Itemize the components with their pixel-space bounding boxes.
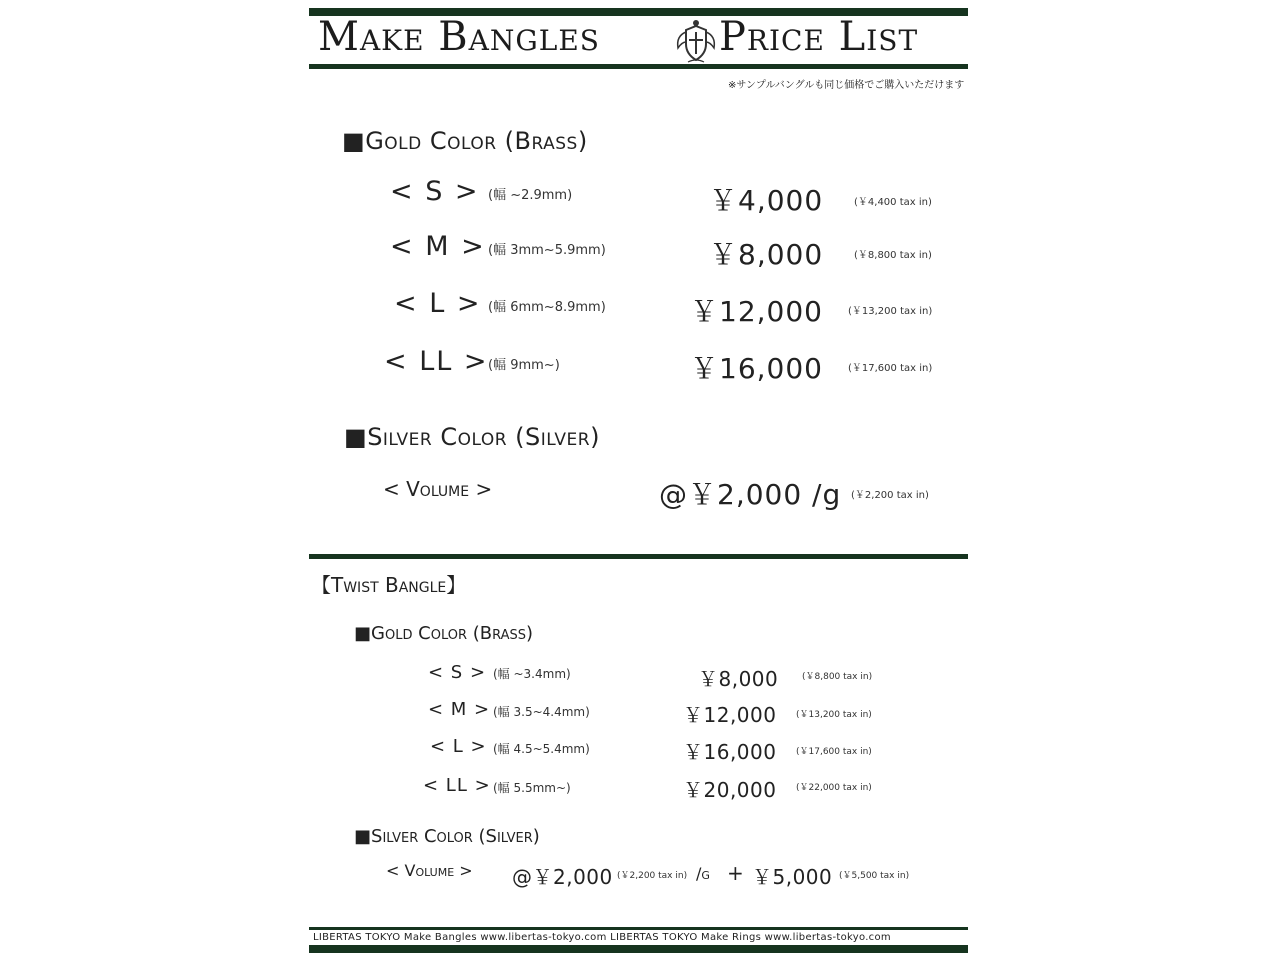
width-m: (幅 3mm~5.9mm) [488, 243, 606, 258]
tax-m: (￥8,800 tax in) [854, 250, 932, 261]
volume-tax: (￥2,200 tax in) [851, 490, 929, 501]
size-label-l: < L > [394, 288, 482, 319]
price-l: ￥12,000 [690, 295, 823, 328]
price-m: ￥8,000 [709, 238, 824, 271]
size-label-m: < M > [390, 231, 486, 262]
silver-section-heading [344, 423, 600, 451]
silver-heading-text: Silver Color (Silver) [367, 423, 600, 451]
twist-width-s: (幅 ~3.4mm) [493, 667, 571, 681]
twist-price-l: ￥16,000 [683, 740, 777, 764]
twist-tax-m: (￥13,200 tax in) [796, 710, 872, 720]
width-l: (幅 6mm~8.9mm) [488, 300, 606, 315]
twist-volume-price-a: @￥2,000 [512, 865, 613, 889]
header-underline-bar [309, 64, 968, 69]
size-label-ll: < LL > [384, 346, 489, 377]
twist-price-ll: ￥20,000 [683, 778, 777, 802]
twist-tax-l: (￥17,600 tax in) [796, 747, 872, 757]
twist-volume-label: < Volume > [386, 861, 473, 880]
price-s: ￥4,000 [709, 184, 824, 217]
volume-price: @￥2,000 /g [659, 478, 842, 511]
volume-label: < Volume > [383, 477, 493, 501]
gold-heading-text: Gold Color (Brass) [365, 127, 588, 155]
title-right: Price List [719, 14, 919, 60]
tax-s: (￥4,400 tax in) [854, 197, 932, 208]
section-divider-bar [309, 554, 968, 559]
width-s: (幅 ~2.9mm) [488, 188, 573, 203]
twist-volume-unit: /g [696, 864, 710, 883]
twist-tax-ll: (￥22,000 tax in) [796, 783, 872, 793]
square-bullet-icon: ■ [354, 826, 372, 847]
twist-tax-s: (￥8,800 tax in) [802, 672, 873, 682]
twist-volume-row [386, 861, 473, 880]
footer-text: LIBERTAS TOKYO Make Bangles www.libertas-tokyo.com LIBERTAS TOKYO Make Rings www.libertas-tokyo.com [313, 932, 891, 943]
price-list-sheet [309, 0, 968, 960]
twist-size-label-s: < S > [428, 662, 487, 683]
twist-width-ll: (幅 5.5mm~) [493, 781, 571, 795]
footer-bottom-bar [309, 945, 968, 953]
twist-volume-tax-b: (￥5,500 tax in) [839, 871, 910, 881]
footer-top-bar [309, 927, 968, 930]
tax-l: (￥13,200 tax in) [848, 306, 933, 317]
twist-width-m: (幅 3.5~4.4mm) [493, 705, 590, 719]
square-bullet-icon: ■ [342, 127, 366, 155]
twist-gold-heading-text: Gold Color (Brass) [371, 623, 534, 644]
twist-volume-plus: + [727, 861, 745, 885]
twist-price-m: ￥12,000 [683, 703, 777, 727]
twist-bangle-heading: 【Twist Bangle】 [311, 573, 467, 597]
price-ll: ￥16,000 [690, 352, 823, 385]
twist-gold-heading [354, 623, 533, 644]
twist-size-label-l: < L > [430, 736, 487, 757]
twist-price-s: ￥8,000 [698, 667, 779, 691]
square-bullet-icon: ■ [354, 623, 372, 644]
twist-size-label-m: < M > [428, 699, 491, 720]
twist-volume-tax-a: (￥2,200 tax in) [617, 871, 688, 881]
square-bullet-icon: ■ [344, 423, 368, 451]
twist-silver-heading [354, 826, 540, 847]
title-left: Make Bangles [318, 14, 600, 60]
twist-size-label-ll: < LL > [423, 775, 491, 796]
sample-note: ※サンプルバングルも同じ価格でご購入いただけます [728, 80, 965, 91]
width-ll: (幅 9mm~) [488, 358, 560, 373]
gold-section-heading [342, 127, 588, 155]
size-label-s: < S > [390, 176, 480, 207]
twist-silver-heading-text: Silver Color (Silver) [371, 826, 540, 847]
tax-ll: (￥17,600 tax in) [848, 363, 933, 374]
twist-volume-price-b: ￥5,000 [752, 865, 833, 889]
twist-width-l: (幅 4.5~5.4mm) [493, 742, 590, 756]
heraldic-crest-icon [672, 18, 720, 66]
